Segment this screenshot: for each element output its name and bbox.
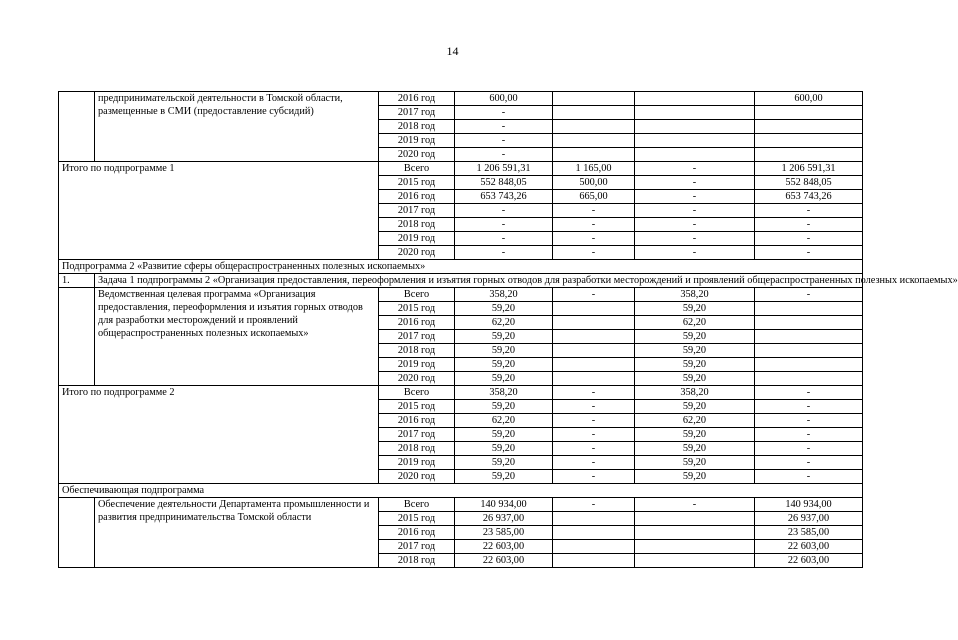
value-regional <box>635 120 755 134</box>
value-regional: 59,20 <box>635 344 755 358</box>
total-label: Итого по подпрограмме 1 <box>59 162 379 260</box>
value-total: 59,20 <box>455 400 553 414</box>
period-cell: 2015 год <box>379 302 455 316</box>
period-cell: 2016 год <box>379 316 455 330</box>
value-total: 62,20 <box>455 316 553 330</box>
period-cell: 2017 год <box>379 540 455 554</box>
value-federal: - <box>553 386 635 400</box>
value-federal: - <box>553 246 635 260</box>
value-other: 26 937,00 <box>755 512 863 526</box>
value-total: 59,20 <box>455 358 553 372</box>
period-cell: 2015 год <box>379 512 455 526</box>
period-cell: 2016 год <box>379 526 455 540</box>
value-regional <box>635 148 755 162</box>
value-total: 552 848,05 <box>455 176 553 190</box>
value-other: - <box>755 288 863 302</box>
page-number: 14 <box>446 44 459 58</box>
section-heading: Обеспечивающая подпрограмма <box>59 484 863 498</box>
period-cell: 2017 год <box>379 106 455 120</box>
value-federal: - <box>553 218 635 232</box>
value-other: - <box>755 204 863 218</box>
value-other: - <box>755 456 863 470</box>
value-regional <box>635 512 755 526</box>
value-other: 600,00 <box>755 92 863 106</box>
value-total: 600,00 <box>455 92 553 106</box>
value-regional: 59,20 <box>635 470 755 484</box>
value-regional <box>635 134 755 148</box>
value-regional: - <box>635 162 755 176</box>
value-regional: 59,20 <box>635 428 755 442</box>
period-cell: 2015 год <box>379 176 455 190</box>
value-other: 653 743,26 <box>755 190 863 204</box>
value-regional: - <box>635 498 755 512</box>
value-other <box>755 106 863 120</box>
value-other: - <box>755 442 863 456</box>
period-cell: 2019 год <box>379 134 455 148</box>
value-total: - <box>455 120 553 134</box>
value-other <box>755 330 863 344</box>
value-total: 59,20 <box>455 470 553 484</box>
value-other: 22 603,00 <box>755 540 863 554</box>
value-regional <box>635 106 755 120</box>
period-cell: 2015 год <box>379 400 455 414</box>
row-number <box>59 288 95 386</box>
value-federal: - <box>553 400 635 414</box>
period-cell: 2016 год <box>379 414 455 428</box>
value-federal: - <box>553 204 635 218</box>
period-cell: Всего <box>379 498 455 512</box>
value-regional: - <box>635 218 755 232</box>
value-total: 358,20 <box>455 386 553 400</box>
period-cell: 2020 год <box>379 148 455 162</box>
value-total: 59,20 <box>455 330 553 344</box>
value-federal <box>553 344 635 358</box>
value-regional: 59,20 <box>635 358 755 372</box>
item-description: предпринимательской деятельности в Томской области, размещенные в СМИ (предоставление субсидий) <box>95 92 379 162</box>
value-regional: - <box>635 232 755 246</box>
value-regional: 59,20 <box>635 372 755 386</box>
value-total: 22 603,00 <box>455 540 553 554</box>
row-number <box>59 498 95 568</box>
value-other <box>755 316 863 330</box>
value-other <box>755 344 863 358</box>
value-other: - <box>755 232 863 246</box>
value-total: 59,20 <box>455 372 553 386</box>
period-cell: 2019 год <box>379 232 455 246</box>
value-total: 1 206 591,31 <box>455 162 553 176</box>
period-cell: Всего <box>379 386 455 400</box>
value-federal <box>553 330 635 344</box>
value-other: - <box>755 400 863 414</box>
value-regional: 59,20 <box>635 400 755 414</box>
task-text: Задача 1 подпрограммы 2 «Организация предоставления, переоформления и изъятия горных отводов для разработки месторождений и проявлений общераспространенных полезных ископаемых» <box>95 274 863 288</box>
value-other <box>755 120 863 134</box>
value-federal: - <box>553 456 635 470</box>
value-other <box>755 134 863 148</box>
table-row <box>59 498 863 512</box>
value-regional: - <box>635 176 755 190</box>
period-cell: 2018 год <box>379 218 455 232</box>
value-regional <box>635 526 755 540</box>
value-total: - <box>455 106 553 120</box>
value-other: 552 848,05 <box>755 176 863 190</box>
value-federal <box>553 358 635 372</box>
table-row <box>59 162 863 176</box>
period-cell: 2018 год <box>379 120 455 134</box>
value-federal <box>553 372 635 386</box>
value-federal <box>553 106 635 120</box>
value-total: 140 934,00 <box>455 498 553 512</box>
value-federal <box>553 92 635 106</box>
period-cell: 2018 год <box>379 344 455 358</box>
value-other: 1 206 591,31 <box>755 162 863 176</box>
period-cell: 2020 год <box>379 372 455 386</box>
section-heading-row <box>59 484 863 498</box>
value-regional: 62,20 <box>635 414 755 428</box>
value-federal: - <box>553 428 635 442</box>
value-federal <box>553 148 635 162</box>
value-federal: - <box>553 232 635 246</box>
period-cell: Всего <box>379 288 455 302</box>
value-federal: - <box>553 414 635 428</box>
financing-table <box>58 91 958 568</box>
value-federal <box>553 316 635 330</box>
task-row <box>59 274 863 288</box>
period-cell: 2017 год <box>379 330 455 344</box>
value-other: - <box>755 246 863 260</box>
value-total: 59,20 <box>455 456 553 470</box>
value-regional <box>635 554 755 568</box>
value-federal: 500,00 <box>553 176 635 190</box>
value-total: - <box>455 246 553 260</box>
value-other: - <box>755 386 863 400</box>
value-total: - <box>455 148 553 162</box>
value-regional: - <box>635 246 755 260</box>
value-federal <box>553 540 635 554</box>
period-cell: 2019 год <box>379 456 455 470</box>
period-cell: 2016 год <box>379 190 455 204</box>
value-regional: 59,20 <box>635 442 755 456</box>
value-total: 22 603,00 <box>455 554 553 568</box>
value-regional: 62,20 <box>635 316 755 330</box>
value-other <box>755 372 863 386</box>
task-number: 1. <box>59 274 95 288</box>
value-other: - <box>755 218 863 232</box>
value-federal <box>553 526 635 540</box>
value-regional <box>635 92 755 106</box>
value-federal: 665,00 <box>553 190 635 204</box>
value-regional: 59,20 <box>635 330 755 344</box>
value-federal: - <box>553 442 635 456</box>
value-total: 59,20 <box>455 302 553 316</box>
value-regional <box>635 540 755 554</box>
value-other: 23 585,00 <box>755 526 863 540</box>
value-federal <box>553 302 635 316</box>
section-heading-row <box>59 260 863 274</box>
value-federal <box>553 120 635 134</box>
value-total: - <box>455 134 553 148</box>
value-federal <box>553 554 635 568</box>
value-other: 22 603,00 <box>755 554 863 568</box>
table-row <box>59 288 863 302</box>
value-total: - <box>455 232 553 246</box>
value-total: 358,20 <box>455 288 553 302</box>
item-description: Ведомственная целевая программа «Организация предоставления, переоформления и изъятия горных отводов для разработки месторождений и проявлений общераспространенных полезных ископаемых» <box>95 288 379 386</box>
value-total: 26 937,00 <box>455 512 553 526</box>
value-other <box>755 358 863 372</box>
value-other: - <box>755 428 863 442</box>
value-regional: 358,20 <box>635 288 755 302</box>
period-cell: 2018 год <box>379 554 455 568</box>
value-federal: - <box>553 470 635 484</box>
value-federal: - <box>553 498 635 512</box>
value-other <box>755 148 863 162</box>
value-total: 23 585,00 <box>455 526 553 540</box>
value-total: 59,20 <box>455 442 553 456</box>
period-cell: Всего <box>379 162 455 176</box>
period-cell: 2016 год <box>379 92 455 106</box>
value-regional: 59,20 <box>635 302 755 316</box>
value-total: 62,20 <box>455 414 553 428</box>
value-total: 653 743,26 <box>455 190 553 204</box>
value-federal <box>553 512 635 526</box>
value-regional: 59,20 <box>635 456 755 470</box>
table-row <box>59 386 863 400</box>
value-total: 59,20 <box>455 428 553 442</box>
value-other: - <box>755 414 863 428</box>
table-row <box>59 92 863 106</box>
value-other: 140 934,00 <box>755 498 863 512</box>
period-cell: 2018 год <box>379 442 455 456</box>
item-description: Обеспечение деятельности Департамента промышленности и развития предпринимательства Томской области <box>95 498 379 568</box>
value-total: - <box>455 218 553 232</box>
period-cell: 2017 год <box>379 204 455 218</box>
period-cell: 2020 год <box>379 246 455 260</box>
value-regional: 358,20 <box>635 386 755 400</box>
value-federal: - <box>553 288 635 302</box>
value-total: - <box>455 204 553 218</box>
value-total: 59,20 <box>455 344 553 358</box>
value-federal <box>553 134 635 148</box>
period-cell: 2019 год <box>379 358 455 372</box>
section-heading: Подпрограмма 2 «Развитие сферы общераспространенных полезных ископаемых» <box>59 260 863 274</box>
row-number <box>59 92 95 162</box>
value-other <box>755 302 863 316</box>
value-regional: - <box>635 204 755 218</box>
value-other: - <box>755 470 863 484</box>
period-cell: 2020 год <box>379 470 455 484</box>
value-regional: - <box>635 190 755 204</box>
total-label: Итого по подпрограмме 2 <box>59 386 379 484</box>
value-federal: 1 165,00 <box>553 162 635 176</box>
period-cell: 2017 год <box>379 428 455 442</box>
